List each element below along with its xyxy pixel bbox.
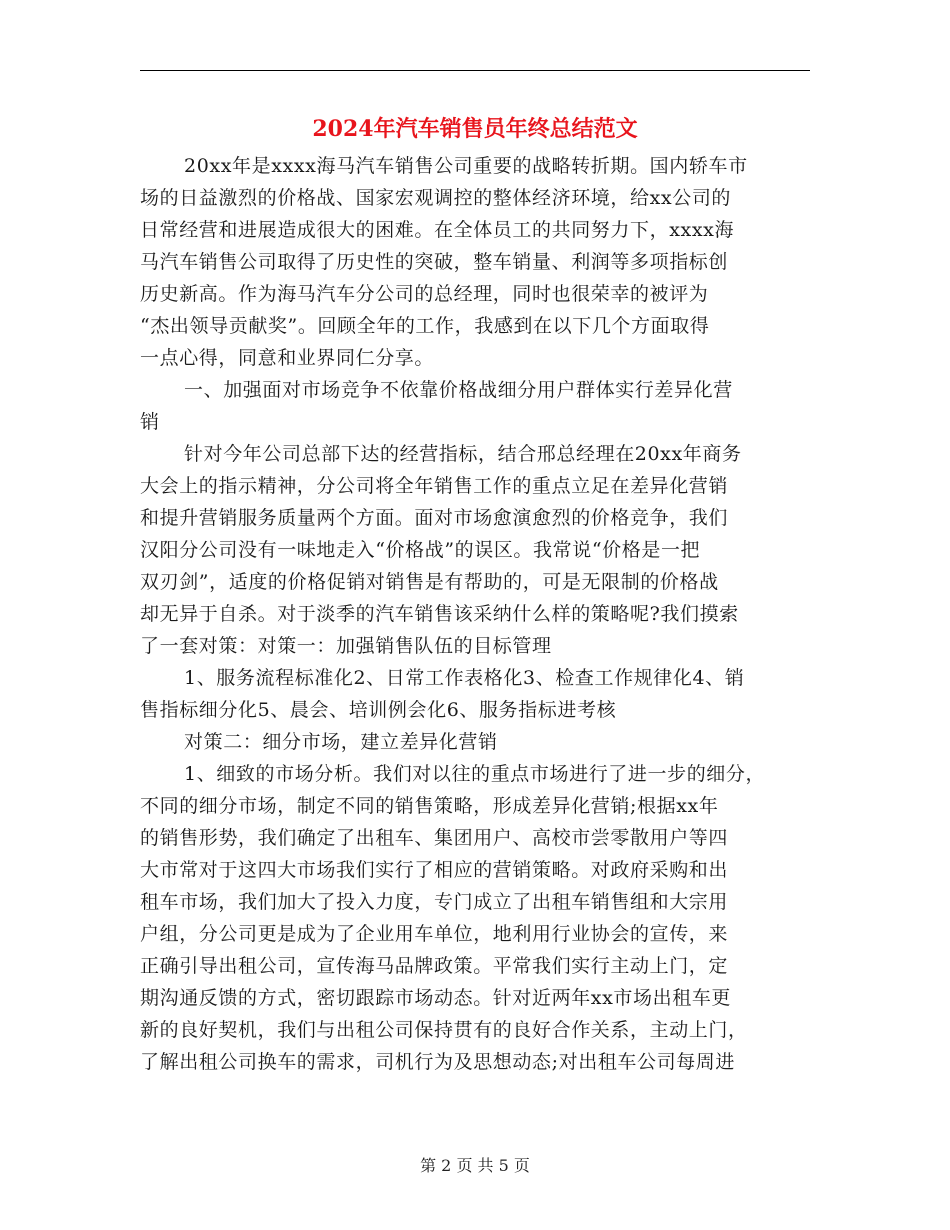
section-heading-line: 一、加强面对市场竞争不依靠价格战细分用户群体实行差异化营 (184, 379, 733, 401)
paragraph-line: 针对今年公司总部下达的经营指标，结合邢总经理在20xx年商务 (184, 443, 742, 465)
paragraph-line: 对策二：细分市场，建立差异化营销 (184, 731, 498, 753)
paragraph-line: 历史新高。作为海马汽车分公司的总经理，同时也很荣幸的被评为 (140, 283, 709, 305)
paragraph-line: 20xx年是xxxx海马汽车销售公司重要的战略转折期。国内轿车市 (184, 155, 748, 177)
paragraph-line: 了解出租公司换车的需求，司机行为及思想动态;对出租车公司每周进 (140, 1051, 736, 1073)
paragraph-line: 期沟通反馈的方式，密切跟踪市场动态。针对近两年xx市场出租车更 (140, 987, 732, 1009)
paragraph-line: 场的日益激烈的价格战、国家宏观调控的整体经济环境，给xx公司的 (140, 187, 732, 209)
paragraph-line: 1、细致的市场分析。我们对以往的重点市场进行了进一步的细分， (184, 763, 766, 785)
page-number: 第 2 页 共 5 页 (420, 1156, 530, 1175)
paragraph-line: 双刃剑”，适度的价格促销对销售是有帮助的，可是无限制的价格战 (140, 571, 719, 593)
paragraph-line: 汉阳分公司没有一味地走入“价格战”的误区。我常说“价格是一把 (140, 539, 701, 561)
paragraph-line: 大市常对于这四大市场我们实行了相应的营销策略。对政府采购和出 (140, 859, 729, 881)
paragraph-line: 新的良好契机，我们与出租公司保持贯有的良好合作关系，主动上门， (140, 1019, 748, 1041)
paragraph-line: 不同的细分市场，制定不同的销售策略，形成差异化营销;根据xx年 (140, 795, 719, 817)
paragraph-line: 却无异于自杀。对于淡季的汽车销售该采纳什么样的策略呢?我们摸索 (140, 603, 739, 625)
section-heading-line: 销 (140, 411, 160, 433)
paragraph-line: 正确引导出租公司，宣传海马品牌政策。平常我们实行主动上门，定 (140, 955, 729, 977)
paragraph-line: “杰出领导贡献奖”。回顾全年的工作，我感到在以下几个方面取得 (140, 315, 710, 337)
paragraph-line: 户组，分公司更是成为了企业用车单位，地利用行业协会的宣传，来 (140, 923, 729, 945)
paragraph-line: 和提升营销服务质量两个方面。面对市场愈演愈烈的价格竞争，我们 (140, 507, 729, 529)
paragraph-line: 一点心得，同意和业界同仁分享。 (140, 347, 435, 369)
paragraph-line: 了一套对策：对策一：加强销售队伍的目标管理 (140, 635, 552, 657)
header-rule (140, 70, 810, 71)
paragraph-line: 租车市场，我们加大了投入力度，专门成立了出租车销售组和大宗用 (140, 891, 729, 913)
paragraph-line: 1、服务流程标准化2、日常工作表格化3、检查工作规律化4、销 (184, 667, 745, 689)
paragraph-line: 售指标细分化5、晨会、培训例会化6、服务指标进考核 (140, 699, 617, 721)
paragraph-line: 日常经营和进展造成很大的困难。在全体员工的共同努力下，xxxx海 (140, 219, 735, 241)
paragraph-line: 马汽车销售公司取得了历史性的突破，整车销量、利润等多项指标创 (140, 251, 729, 273)
paragraph-line: 的销售形势，我们确定了出租车、集团用户、高校市尝零散用户等四 (140, 827, 729, 849)
paragraph-line: 大会上的指示精神，分公司将全年销售工作的重点立足在差异化营销 (140, 475, 729, 497)
document-title: 2024年汽车销售员年终总结范文 (312, 116, 638, 142)
document-body (140, 150, 820, 1078)
